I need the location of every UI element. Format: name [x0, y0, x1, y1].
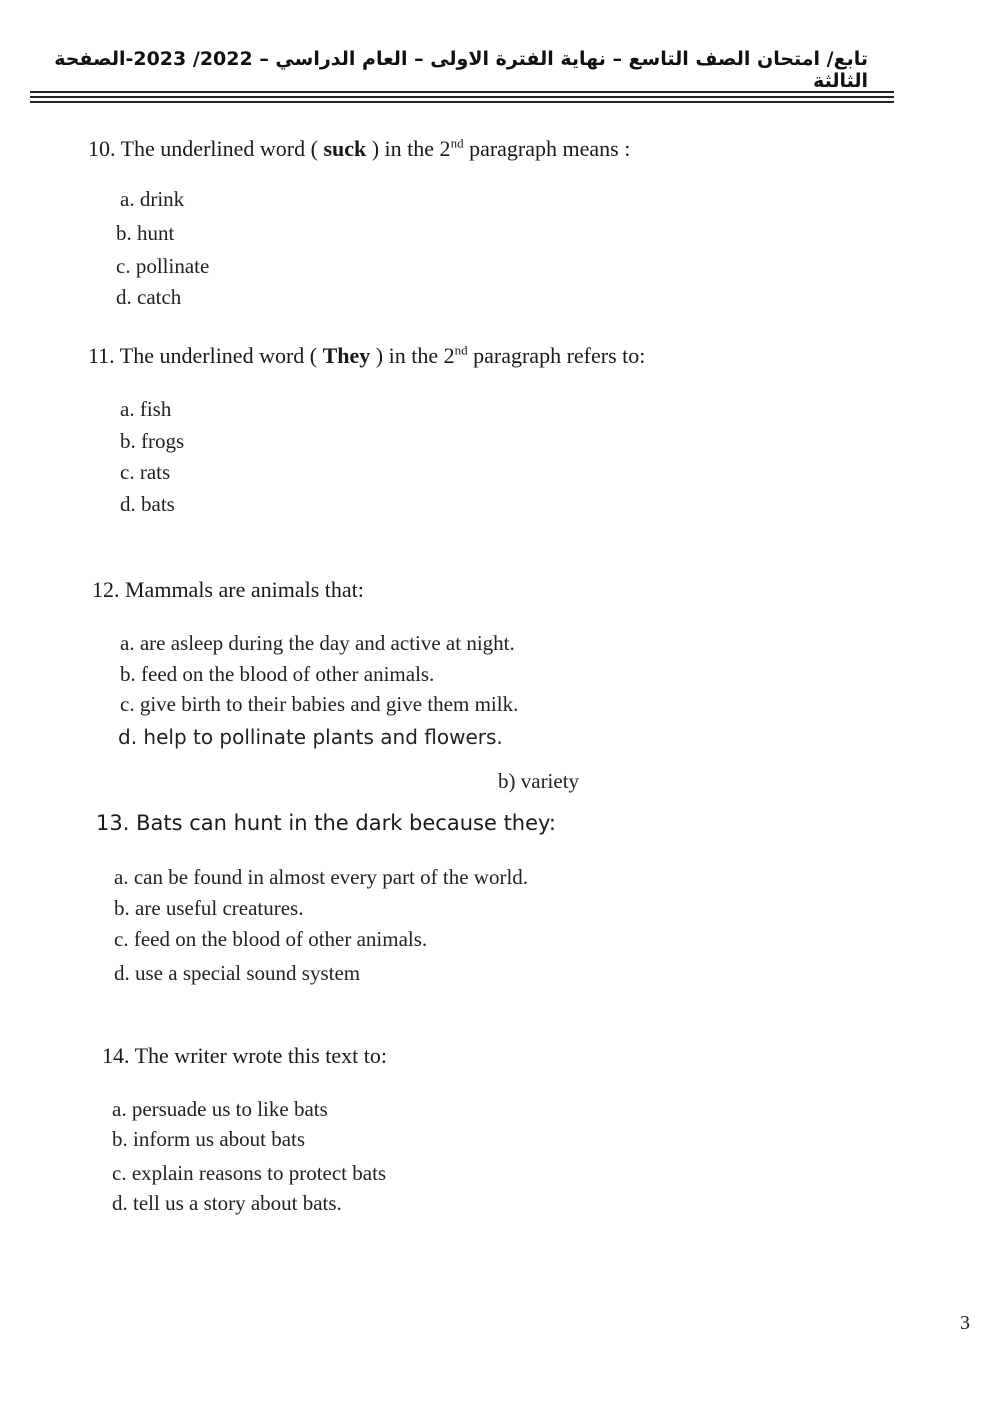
option-14c: c. explain reasons to protect bats	[112, 1161, 387, 1185]
option-12d: d. help to pollinate plants and flowers.	[118, 725, 503, 749]
option-13c: c. feed on the blood of other animals.	[114, 927, 428, 951]
question-13: 13. Bats can hunt in the dark because they:	[96, 811, 557, 835]
question-12: 12. Mammals are animals that:	[92, 577, 364, 602]
option-11c: c. rats	[120, 460, 171, 484]
option-12b: b. feed on the blood of other animals.	[120, 662, 435, 686]
option-14d: d. tell us a story about bats.	[112, 1191, 342, 1215]
option-11a: a. fish	[120, 397, 172, 421]
option-13b: b. are useful creatures.	[114, 896, 304, 920]
header-divider	[30, 101, 894, 103]
page-header: تابع/ امتحان الصف التاسع – نهاية الفترة الاولى – العام الدراسي – 2022/ 2023-الصفحة الثالثة	[54, 48, 868, 92]
option-10d: d. catch	[116, 285, 182, 309]
stray-text: b) variety	[498, 769, 580, 793]
question-14: 14. The writer wrote this text to:	[102, 1043, 387, 1068]
header-divider	[30, 96, 894, 98]
page-number: 3	[960, 1312, 970, 1334]
question-10: 10. The underlined word ( suck ) in the 2nd paragraph means :	[88, 135, 631, 161]
option-12a: a. are asleep during the day and active at night.	[120, 631, 515, 655]
option-11b: b. frogs	[120, 429, 185, 453]
option-12c: c. give birth to their babies and give them milk.	[120, 692, 519, 716]
option-13a: a. can be found in almost every part of the world.	[114, 865, 529, 889]
header-divider	[30, 91, 894, 93]
underlined-word: suck	[323, 136, 367, 161]
option-11d: d. bats	[120, 492, 175, 516]
option-10c: c. pollinate	[116, 254, 210, 278]
option-13d: d. use a special sound system	[114, 961, 361, 985]
question-11: 11. The underlined word ( They ) in the 2nd paragraph refers to:	[88, 342, 646, 368]
option-14a: a. persuade us to like bats	[112, 1097, 328, 1121]
option-14b: b. inform us about bats	[112, 1127, 306, 1151]
option-10a: a. drink	[120, 187, 185, 211]
option-10b: b. hunt	[116, 221, 175, 245]
underlined-word: They	[322, 343, 371, 368]
